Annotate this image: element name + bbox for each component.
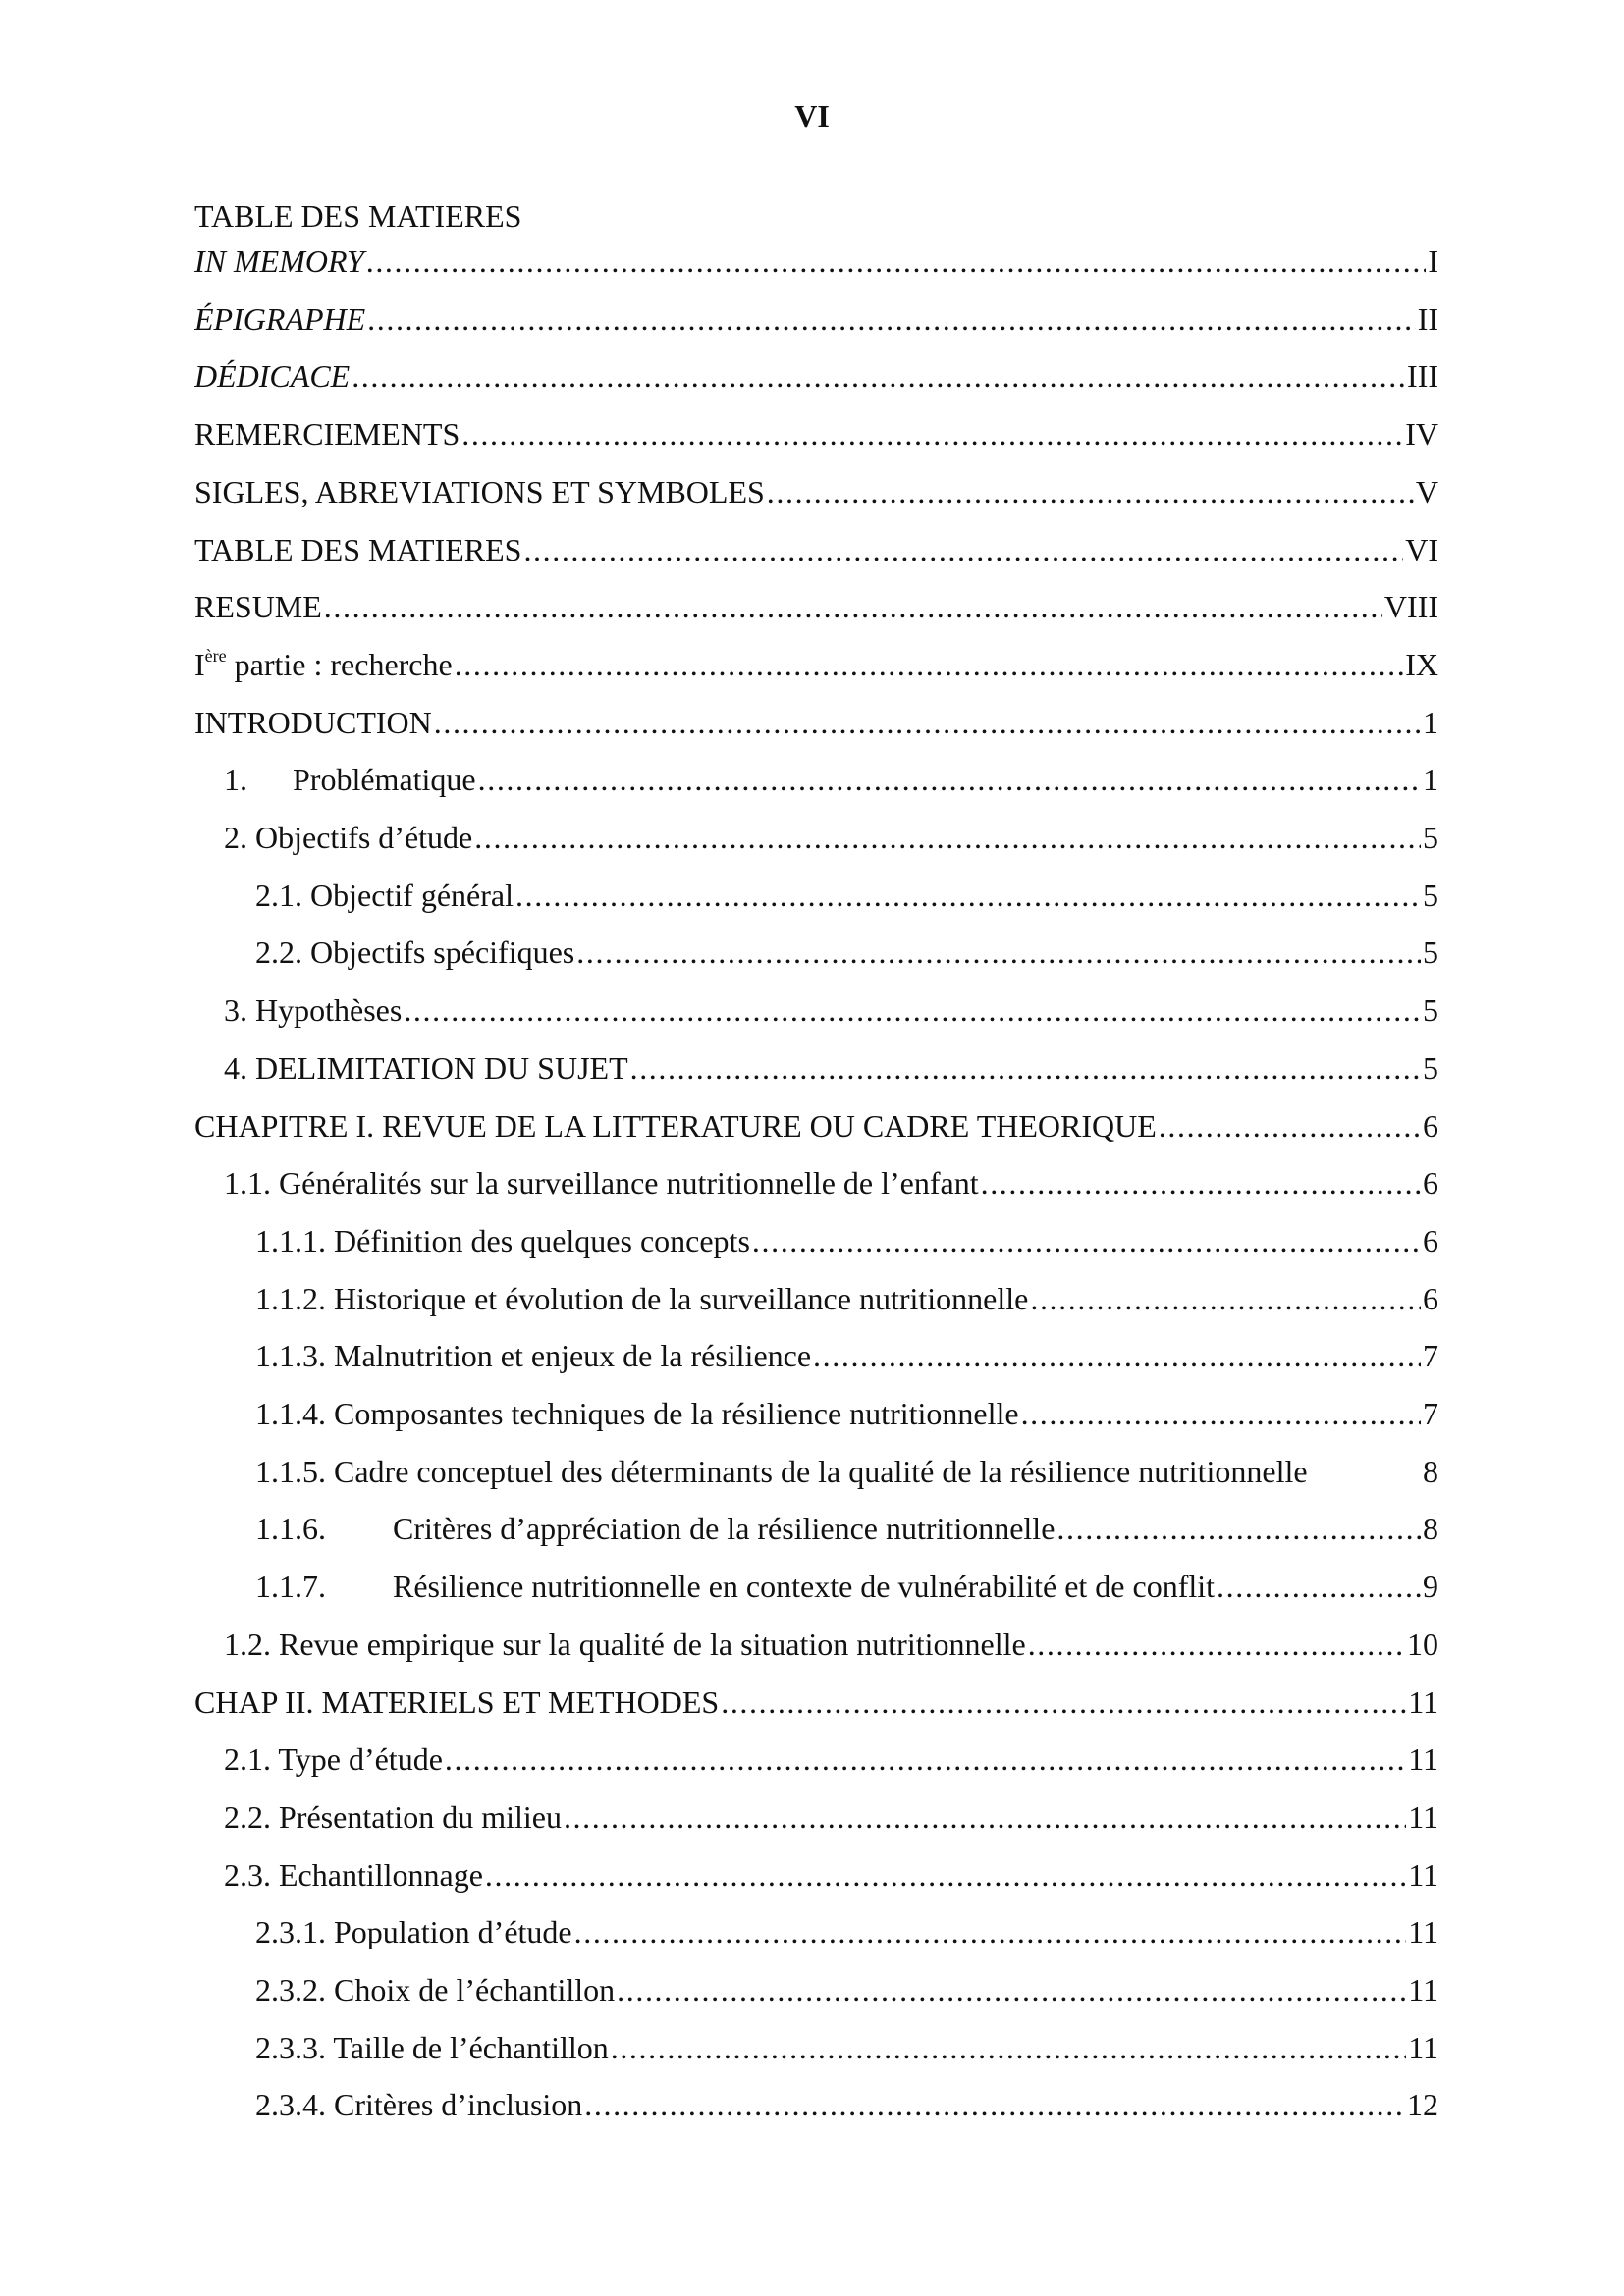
toc-entry-text: 2.3. Echantillonnage [224,1856,483,1893]
toc-dot-leader [515,876,1421,915]
toc-entry-text: 2.2. Objectifs spécifiques [255,934,575,971]
toc-dot-leader [752,1221,1421,1260]
toc-entry-prefix: I [194,646,205,682]
toc-dot-leader [584,2085,1405,2124]
toc-entry[interactable] [255,929,1438,972]
toc-entry-page: 7 [1423,1338,1438,1374]
toc-entry-text: 1.1.3. Malnutrition et enjeux de la résilience [255,1338,812,1374]
toc-entry-label [194,530,521,569]
toc-entry-page: 5 [1423,992,1438,1029]
toc-entry-text: TABLE DES MATIERES [194,531,522,567]
toc-title: TABLE DES MATIERES [194,198,522,234]
toc-dot-leader [813,1336,1421,1375]
toc-entry-label [255,1912,572,1951]
toc-entry-text: 1.2. Revue empirique sur la qualité de la situation nutritionnelle [224,1626,1026,1662]
toc-dot-leader [434,703,1421,742]
toc-dot-leader [767,472,1414,511]
toc-entry[interactable] [194,295,1438,339]
toc-dot-leader [366,241,1427,281]
toc-entry-label [194,1106,1157,1146]
toc-entry[interactable] [255,1217,1438,1260]
toc-entry-label [255,1567,1215,1606]
toc-dot-leader [485,1855,1406,1895]
toc-dot-leader [564,1797,1406,1837]
toc-entry-text: 2. Objectifs d’étude [224,820,473,855]
toc-entry[interactable] [255,1332,1438,1375]
toc-entry-label [224,1855,483,1895]
toc-entry-label [255,2085,582,2124]
toc-entry[interactable] [255,1563,1438,1606]
toc-entry-page: 8 [1423,1511,1438,1547]
toc-entry-page: IX [1405,646,1438,682]
toc-entry[interactable] [194,583,1438,626]
toc-entry-page: III [1407,358,1438,395]
toc-dot-leader [523,530,1403,569]
toc-entry-label [224,990,402,1030]
toc-entry-text: DÉDICACE [194,358,351,395]
toc-entry-page: 11 [1408,1683,1438,1720]
toc-entry-text: 4. DELIMITATION DU SUJET [224,1049,628,1086]
toc-entry[interactable] [255,1275,1438,1318]
toc-entry-label [255,2028,609,2067]
toc-entry-page: I [1428,243,1438,279]
toc-dot-leader [1028,1625,1405,1664]
toc-entry-text: SIGLES, ABREVIATIONS ET SYMBOLES [194,473,765,509]
toc-entry[interactable] [224,1044,1438,1088]
toc-entry[interactable] [255,872,1438,915]
toc-entry-number: 1.1.6. [255,1511,326,1547]
toc-entry-label [194,703,432,742]
toc-entry[interactable] [224,756,1438,799]
toc-entry-label [255,1336,811,1375]
toc-entry-label [224,1048,628,1088]
toc-entry-text: REMERCIEMENTS [194,416,460,453]
toc-entry-page: 1 [1423,704,1438,740]
toc-entry-text: ÉPIGRAPHE [194,300,366,337]
toc-entry-label [255,1394,1019,1433]
toc-entry-label [255,1452,1308,1491]
toc-entry-text: 2.3.2. Choix de l’échantillon [255,1972,616,2007]
toc-entry[interactable] [224,1793,1438,1837]
toc-entry[interactable] [255,1448,1438,1491]
toc-entry-page: 5 [1423,877,1438,913]
toc-entry-text: 3. Hypothèses [224,992,403,1029]
toc-entry[interactable] [224,814,1438,857]
toc-entry[interactable] [194,352,1438,396]
toc-entry-page: 11 [1408,1798,1438,1835]
toc-entry-page: 6 [1423,1107,1438,1144]
toc-entry-label [224,1163,979,1202]
toc-entry-label [224,1625,1026,1664]
toc-entry-text: 2.3.4. Critères d’inclusion [255,2087,583,2123]
toc-entry[interactable] [194,1102,1438,1146]
toc-entry[interactable] [194,699,1438,742]
toc-dot-leader [352,356,1405,396]
toc-entry-text: 1.1. Généralités sur la surveillance nutritionnelle de l’enfant [224,1165,979,1201]
toc-entry-text: Critères d’appréciation de la résilience nutritionnelle [393,1511,1056,1547]
toc-dot-leader [478,760,1421,799]
page-number: VI [794,98,830,133]
toc-entry-label [194,587,322,626]
toc-entry-label [224,818,472,857]
toc-entry-text: 1.1.4. Composantes techniques de la résilience nutritionnelle [255,1396,1019,1431]
toc-entry[interactable] [255,2024,1438,2067]
toc-dot-leader [1021,1394,1421,1433]
toc-dot-leader [576,933,1421,972]
toc-dot-leader [617,1970,1406,2009]
toc-entry[interactable] [224,1159,1438,1202]
toc-entry[interactable] [194,410,1438,454]
toc-entry-label [194,472,765,511]
toc-entry-page: 11 [1408,1741,1438,1778]
toc-dot-leader [404,990,1421,1030]
toc-entry-page: 5 [1423,820,1438,855]
toc-entry-page: 1 [1423,762,1438,798]
toc-entry-number: 1. [224,762,247,798]
toc-entry[interactable] [194,1679,1438,1722]
toc-dot-leader [324,587,1382,626]
toc-entry-label [255,1279,1028,1318]
toc-entry-text: RESUME [194,589,322,625]
toc-entry-page: II [1417,300,1438,337]
toc-entry[interactable] [224,1851,1438,1895]
toc-entry-page: 5 [1423,1049,1438,1086]
toc-entry[interactable] [194,641,1438,684]
toc-entry-page: 6 [1423,1165,1438,1201]
toc-entry-label [255,933,574,972]
toc-entry-text: Résilience nutritionnelle en contexte de vulnérabilité et de conflit [393,1569,1216,1605]
toc-entry-text: 1.1.2. Historique et évolution de la surveillance nutritionnelle [255,1280,1029,1316]
toc-entry-label [194,1682,719,1722]
toc-entry[interactable] [224,1621,1438,1664]
toc-entry-page: 9 [1423,1569,1438,1605]
toc-entry-text: 2.2. Présentation du milieu [224,1798,562,1835]
toc-entry-label [255,876,514,915]
toc-entry[interactable] [194,468,1438,511]
toc-entry-page: V [1415,473,1438,509]
toc-entry-text: partie : recherche [234,646,453,682]
toc-entry-page: 10 [1407,1626,1438,1662]
toc-entry-page: VIII [1383,589,1438,625]
toc-entry[interactable] [255,1505,1438,1548]
toc-entry-label [224,1797,562,1837]
toc-entry-text: 2.3.1. Population d’étude [255,1914,572,1950]
toc-entry-text: 1.1.5. Cadre conceptuel des déterminants de la qualité de la résilience nutritionnelle [255,1453,1308,1489]
toc-entry[interactable] [194,238,1438,281]
toc-entry-label [194,299,365,339]
toc-entry-page: 6 [1423,1280,1438,1316]
toc-dot-leader [1159,1106,1421,1146]
toc-entry-label [224,1739,443,1779]
toc-entry-label [194,241,364,281]
toc-entry[interactable] [255,1966,1438,2009]
toc-dot-leader [1217,1567,1421,1606]
toc-entry-text: IN MEMORY [194,243,364,279]
toc-entry-text: 2.1. Objectif général [255,877,514,913]
toc-dot-leader [721,1682,1406,1722]
toc-entry-page: 11 [1408,1914,1438,1950]
toc-entry-label [194,414,460,454]
toc-entry-page: 11 [1408,2029,1438,2065]
toc-entry-text: 2.3.3. Taille de l’échantillon [255,2029,609,2065]
toc-entry-page: 6 [1423,1222,1438,1258]
toc-entry-superscript: ère [204,645,227,666]
toc-entry-page: 12 [1407,2087,1438,2123]
toc-entry-page: 5 [1423,934,1438,971]
toc-dot-leader [981,1163,1421,1202]
toc-entry-label [255,1221,750,1260]
toc-entry-label [194,356,350,396]
toc-entry-number: 1.1.7. [255,1569,326,1605]
toc-entry-text: 1.1.1. Définition des quelques concepts [255,1222,750,1258]
toc-dot-leader [474,818,1421,857]
toc-entry-page: 11 [1408,1972,1438,2007]
toc-entry[interactable] [255,1390,1438,1433]
toc-dot-leader [461,414,1403,454]
toc-entry-label [224,760,476,799]
toc-entry-page: 8 [1423,1453,1438,1489]
toc-entry[interactable] [255,2081,1438,2124]
toc-dot-leader [630,1048,1421,1088]
toc-dot-leader [1056,1509,1421,1548]
toc-dot-leader [611,2028,1406,2067]
toc-entry-label [194,645,453,684]
toc-entry[interactable] [194,526,1438,569]
toc-entry-text: CHAP II. MATERIELS ET METHODES [194,1683,720,1720]
toc-entry[interactable] [255,1908,1438,1951]
toc-entry-label [255,1509,1055,1548]
toc-entry[interactable] [224,987,1438,1030]
toc-dot-leader [574,1912,1407,1951]
toc-dot-leader [445,1739,1406,1779]
toc-entry-page: VI [1405,531,1438,567]
toc-entry-label [255,1970,615,2009]
toc-entry-page: IV [1405,416,1438,453]
toc-dot-leader [367,299,1416,339]
toc-dot-leader [1030,1279,1421,1318]
toc-entry-page: 7 [1423,1396,1438,1431]
toc-dot-leader [455,645,1404,684]
toc-entry[interactable] [224,1735,1438,1779]
toc-entry-text: 2.1. Type d’étude [224,1741,443,1778]
toc-entry-text: CHAPITRE I. REVUE DE LA LITTERATURE OU CADRE THEORIQUE [194,1107,1157,1144]
toc-entry-text: INTRODUCTION [194,704,432,740]
toc-entry-page: 11 [1408,1856,1438,1893]
toc-entry-text: Problématique [293,762,476,798]
